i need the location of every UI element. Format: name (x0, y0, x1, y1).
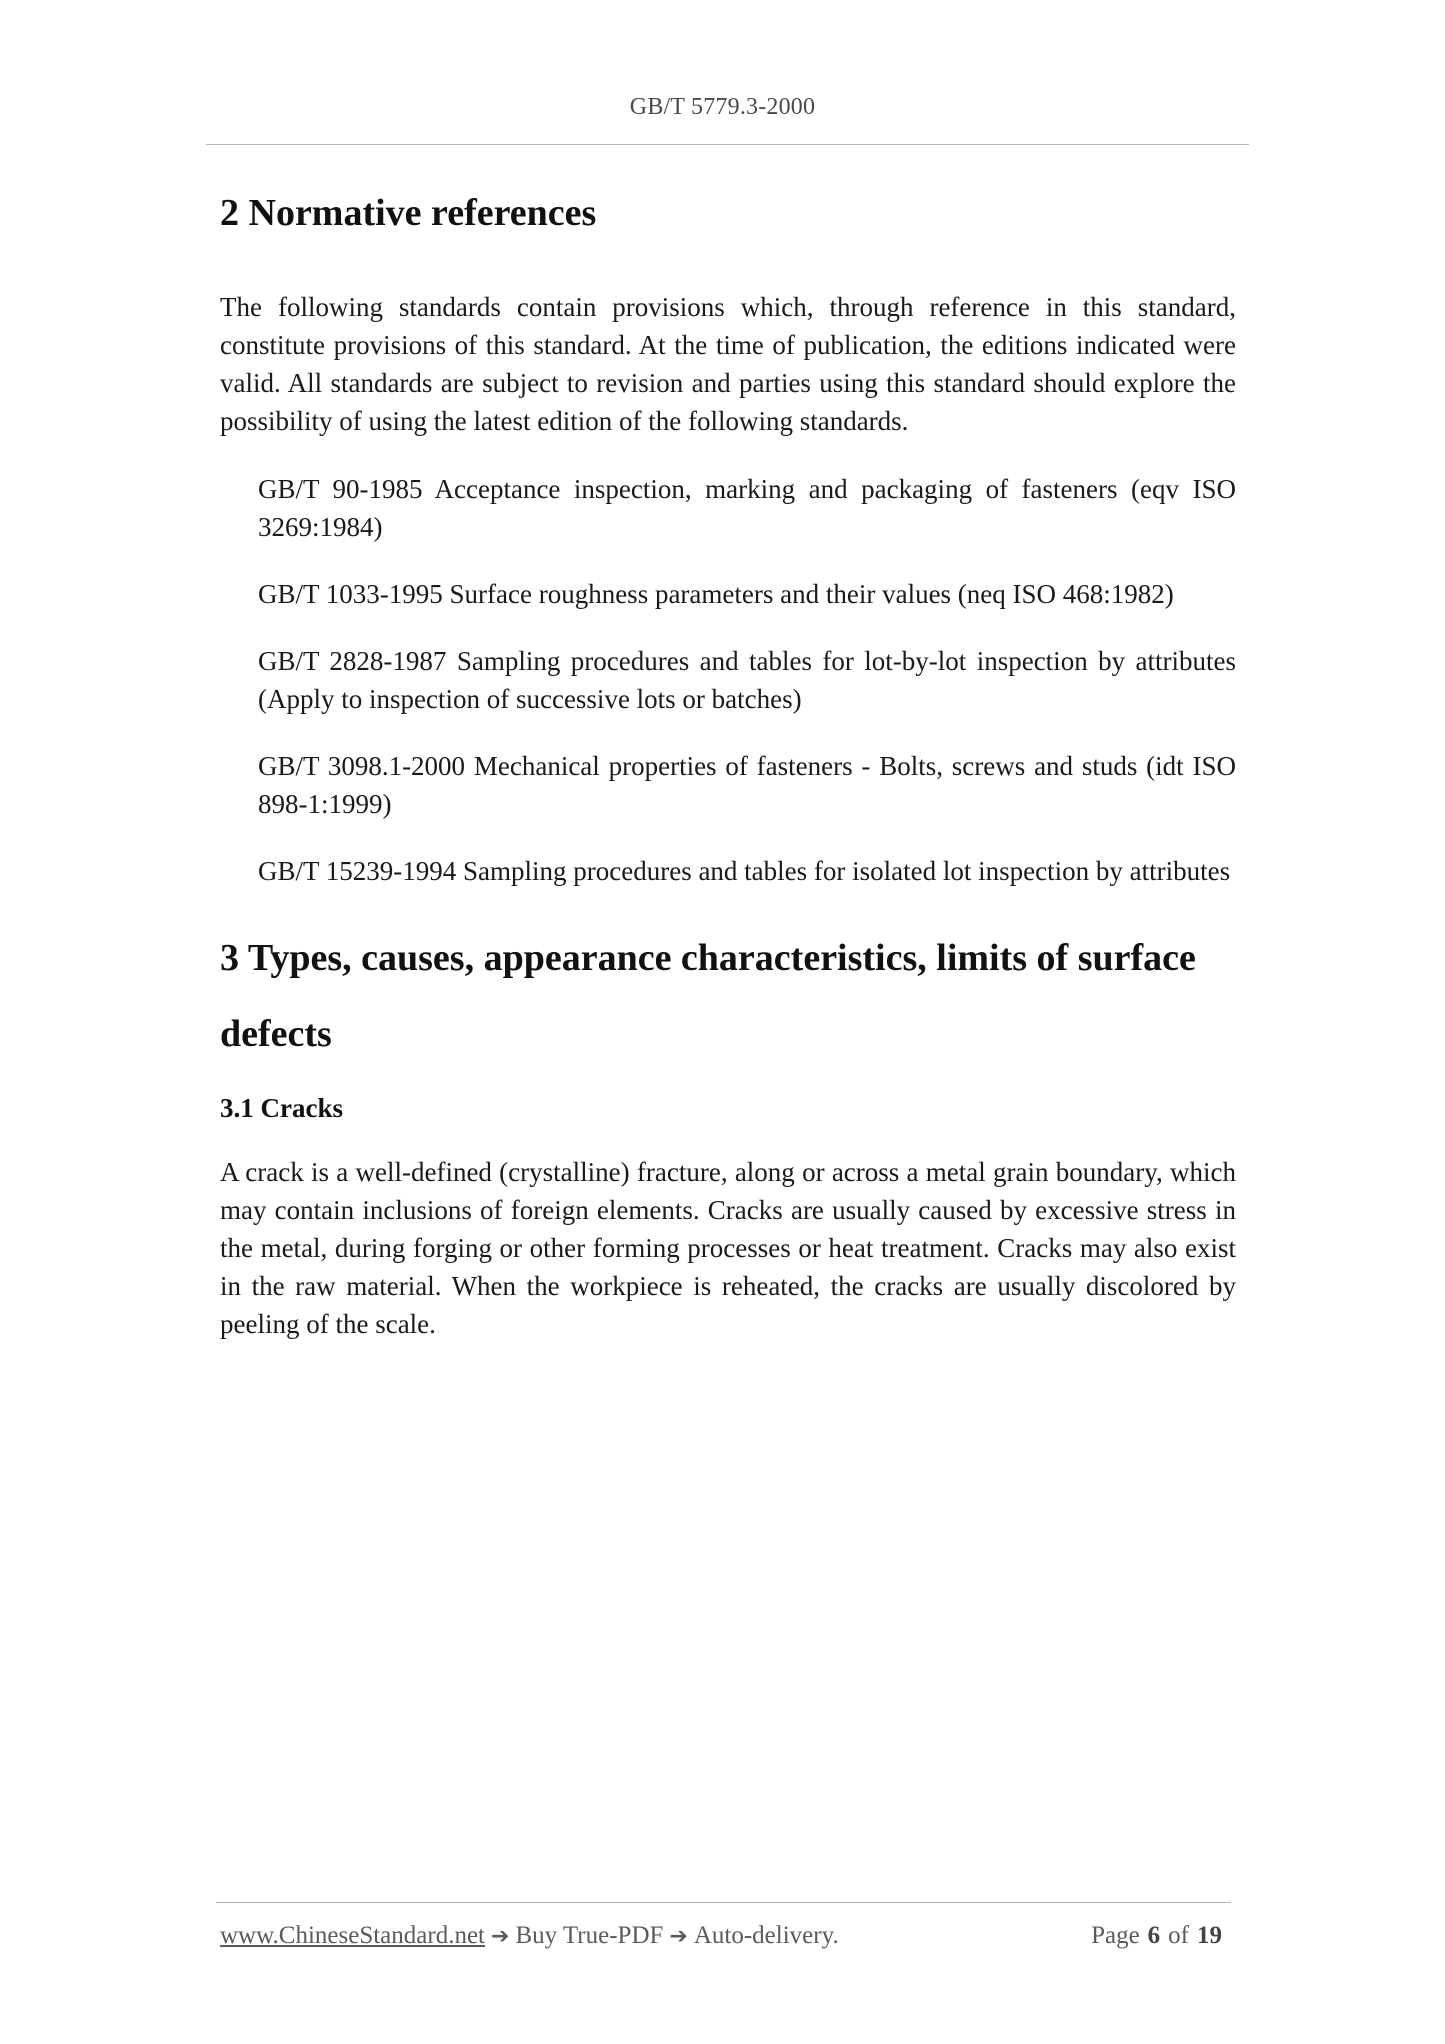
footer-promo (220, 1922, 839, 1950)
footer-divider (216, 1902, 1231, 1903)
auto-delivery-text: Auto-delivery. (693, 1922, 839, 1949)
current-page-number: 6 (1147, 1922, 1161, 1949)
header-divider (206, 144, 1249, 145)
cracks-paragraph: A crack is a well-defined (crystalline) fracture, along or across a metal grain boundary, which may contain inclusions of foreign elements. Cracks are usually caused by excessive stress in the metal, during forging or other forming processes or heat treatment. Cracks may also exist in the raw material. When the workpiece is reheated, the cracks are usually discolored by peeling of the scale. (220, 1156, 1236, 1339)
subsection-3-1-heading: 3.1 Cracks (220, 1093, 343, 1123)
page-counter (1091, 1922, 1230, 1950)
page-content (220, 182, 1236, 1343)
reference-item-gbt-1033: GB/T 1033-1995 Surface roughness parameters and their values (neq ISO 468:1982) (258, 579, 1174, 609)
reference-item-gbt-90: GB/T 90-1985 Acceptance inspection, marking and packaging of fasteners (eqv ISO 3269:1984) (258, 474, 1236, 542)
buy-true-pdf-text: Buy True-PDF (515, 1922, 664, 1949)
right-arrow-icon: ➔ (669, 1924, 688, 1949)
right-arrow-icon: ➔ (491, 1924, 510, 1949)
reference-item-gbt-2828: GB/T 2828-1987 Sampling procedures and tables for lot-by-lot inspection by attributes (Apply to inspection of successive lots or batches) (258, 646, 1236, 714)
section-2-heading: 2 Normative references (220, 192, 597, 234)
reference-item-gbt-3098: GB/T 3098.1-2000 Mechanical properties of fasteners - Bolts, screws and studs (idt ISO 898-1:1999) (258, 751, 1236, 819)
section-2-intro-paragraph: The following standards contain provisions which, through reference in this standard, constitute provisions of this standard. At the time of publication, the editions indicated were valid. All standards are subject to revision and parties using this standard should explore the possibility of using the latest edition of the following standards. (220, 292, 1236, 436)
reference-item-gbt-15239: GB/T 15239-1994 Sampling procedures and tables for isolated lot inspection by attributes (258, 856, 1231, 886)
chinese-standard-link[interactable]: www.ChineseStandard.net (220, 1922, 485, 1949)
page-label: Page (1091, 1922, 1140, 1949)
total-pages-number: 19 (1197, 1922, 1222, 1949)
running-header: GB/T 5779.3-2000 (629, 94, 816, 120)
of-label: of (1168, 1922, 1189, 1949)
section-3-heading: 3 Types, causes, appearance characteristics, limits of surface defects (220, 937, 1196, 1055)
normative-reference-list (220, 470, 1236, 890)
